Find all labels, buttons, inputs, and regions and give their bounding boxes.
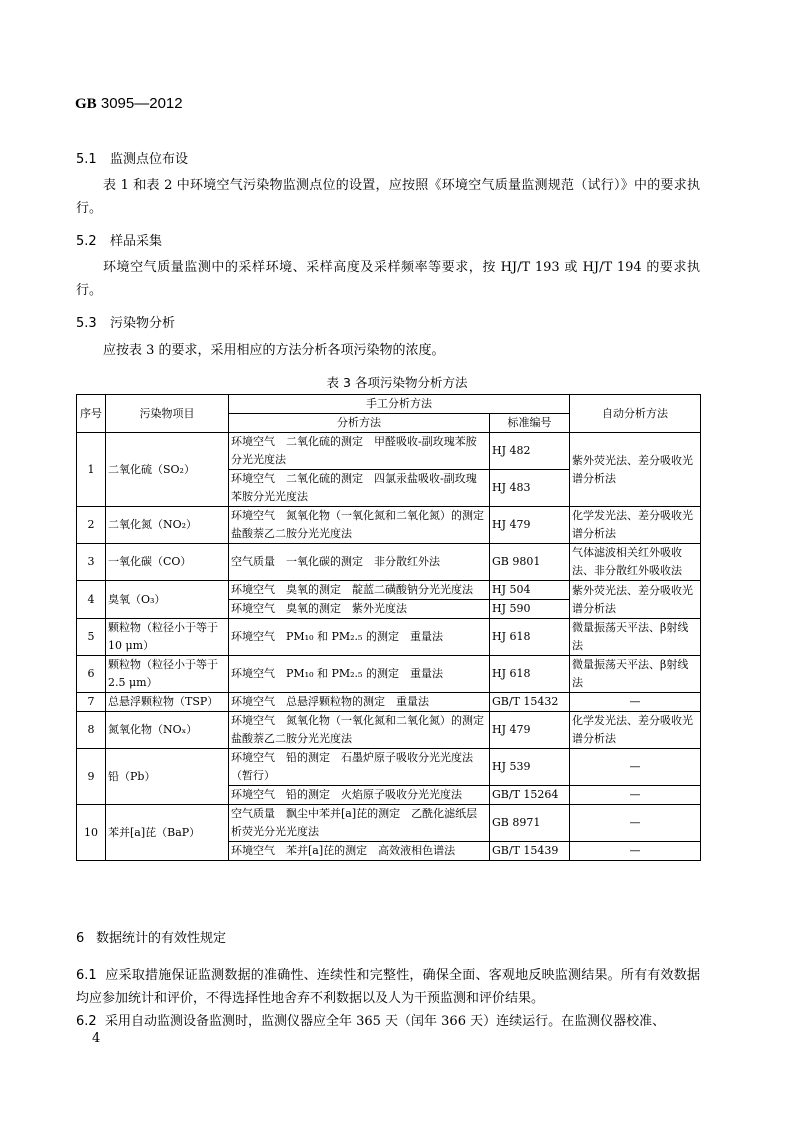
page-number: 4 [92, 1031, 101, 1046]
cell-seq: 7 [77, 693, 106, 712]
cell-seq: 5 [77, 619, 106, 656]
section-title: 监测点位布设 [110, 152, 189, 167]
cell-std: GB/T 15264 [490, 786, 570, 805]
table-row [77, 619, 701, 656]
cell-auto: 紫外荧光法、差分吸收光谱分析法 [570, 581, 701, 619]
table-row [77, 507, 701, 544]
cell-auto: — [570, 805, 701, 842]
cell-std: HJ 482 [490, 433, 570, 470]
cell-seq: 10 [77, 805, 106, 861]
cell-item: 二氧化氮（NO₂） [106, 507, 229, 544]
section-5-1-heading [76, 148, 188, 167]
analysis-methods-table [76, 394, 701, 861]
section-number: 5.3 [76, 316, 97, 331]
cell-method: 环境空气 二氧化硫的测定 甲醛吸收-副玫瑰苯胺分光光度法 [229, 433, 490, 470]
cell-seq: 9 [77, 749, 106, 805]
cell-method: 环境空气 铅的测定 石墨炉原子吸收分光光度法（暂行） [229, 749, 490, 786]
section-5-2-heading [76, 230, 162, 249]
doc-prefix: GB [75, 96, 97, 112]
section-6-1-text [76, 964, 700, 1010]
cell-std: HJ 590 [490, 600, 570, 619]
table-row [77, 544, 701, 581]
header-manual: 手工分析方法 [229, 395, 570, 414]
cell-seq: 2 [77, 507, 106, 544]
cell-method: 环境空气 氮氧化物（一氧化氮和二氧化氮）的测定 盐酸萘乙二胺分光光度法 [229, 507, 490, 544]
header-seq: 序号 [77, 395, 106, 433]
cell-auto: 化学发光法、差分吸收光谱分析法 [570, 507, 701, 544]
table-caption: 表 3 各项污染物分析方法 [326, 375, 468, 390]
cell-auto: — [570, 842, 701, 861]
cell-method: 环境空气 PM₁₀ 和 PM₂.₅ 的测定 重量法 [229, 619, 490, 656]
clause-number: 6.1 [76, 968, 97, 983]
cell-seq: 6 [77, 656, 106, 693]
cell-std: GB/T 15432 [490, 693, 570, 712]
table-row [77, 749, 701, 786]
cell-auto: 微量振荡天平法、β射线法 [570, 619, 701, 656]
section-number: 5.1 [76, 152, 97, 167]
cell-std: GB/T 15439 [490, 842, 570, 861]
cell-method: 环境空气 二氧化硫的测定 四氯汞盐吸收-副玫瑰苯胺分光光度法 [229, 470, 490, 507]
header-item: 污染物项目 [106, 395, 229, 433]
cell-std: HJ 618 [490, 656, 570, 693]
cell-std: HJ 479 [490, 507, 570, 544]
table-row [77, 656, 701, 693]
table-row [77, 433, 701, 470]
cell-item: 臭氧（O₃） [106, 581, 229, 619]
cell-std: GB 8971 [490, 805, 570, 842]
cell-auto: 微量振荡天平法、β射线法 [570, 656, 701, 693]
section-5-3-text: 应按表 3 的要求，采用相应的方法分析各项污染物的浓度。 [103, 343, 445, 358]
clause-text: 采用自动监测设备监测时，监测仪器应全年 365 天（闰年 366 天）连续运行。在监测仪器校准、 [104, 1014, 666, 1029]
cell-method: 空气质量 一氧化碳的测定 非分散红外法 [229, 544, 490, 581]
cell-method: 环境空气 苯并[a]芘的测定 高效液相色谱法 [229, 842, 490, 861]
section-title: 样品采集 [110, 234, 163, 249]
section-title: 污染物分析 [110, 316, 176, 331]
table-row [77, 581, 701, 600]
cell-seq: 8 [77, 712, 106, 749]
cell-std: HJ 483 [490, 470, 570, 507]
cell-method: 环境空气 氮氧化物（一氧化氮和二氧化氮）的测定 盐酸萘乙二胺分光光度法 [229, 712, 490, 749]
cell-method: 空气质量 飘尘中苯并[a]芘的测定 乙酰化滤纸层析荧光分光光度法 [229, 805, 490, 842]
cell-item: 氮氧化物（NOₓ） [106, 712, 229, 749]
cell-item: 二氧化硫（SO₂） [106, 433, 229, 507]
section-number: 6 [76, 931, 85, 946]
table-body [77, 433, 701, 861]
cell-item: 总悬浮颗粒物（TSP） [106, 693, 229, 712]
header-method: 分析方法 [229, 414, 490, 433]
section-5-3-heading [76, 312, 175, 331]
clause-number: 6.2 [76, 1014, 97, 1029]
section-5-2-text: 环境空气质量监测中的采样环境、采样高度及采样频率等要求，按 HJ/T 193 或 HJ/T 194 的要求执行。 [76, 260, 700, 298]
section-number: 5.2 [76, 234, 97, 249]
doc-number: 3095—2012 [96, 95, 183, 112]
table-row [77, 805, 701, 842]
document-id [75, 94, 183, 113]
section-6-2-text [76, 1010, 700, 1033]
cell-std: GB 9801 [490, 544, 570, 581]
cell-method: 环境空气 总悬浮颗粒物的测定 重量法 [229, 693, 490, 712]
cell-std: HJ 618 [490, 619, 570, 656]
cell-seq: 3 [77, 544, 106, 581]
cell-std: HJ 539 [490, 749, 570, 786]
section-6-heading [76, 927, 226, 946]
cell-auto: — [570, 693, 701, 712]
cell-seq: 4 [77, 581, 106, 619]
cell-seq: 1 [77, 433, 106, 507]
cell-method: 环境空气 铅的测定 火焰原子吸收分光光度法 [229, 786, 490, 805]
cell-auto: 化学发光法、差分吸收光谱分析法 [570, 712, 701, 749]
header-auto: 自动分析方法 [570, 395, 701, 433]
cell-auto: — [570, 786, 701, 805]
cell-item: 苯并[a]芘（BaP） [106, 805, 229, 861]
cell-auto: 紫外荧光法、差分吸收光谱分析法 [570, 433, 701, 507]
cell-item: 颗粒物（粒径小于等于 10 μm） [106, 619, 229, 656]
section-title: 数据统计的有效性规定 [96, 931, 227, 946]
cell-auto: 气体滤波相关红外吸收法、非分散红外吸收法 [570, 544, 701, 581]
cell-item: 铅（Pb） [106, 749, 229, 805]
cell-method: 环境空气 臭氧的测定 紫外光度法 [229, 600, 490, 619]
cell-item: 颗粒物（粒径小于等于 2.5 μm） [106, 656, 229, 693]
cell-item: 一氧化碳（CO） [106, 544, 229, 581]
cell-method: 环境空气 臭氧的测定 靛蓝二磺酸钠分光光度法 [229, 581, 490, 600]
cell-method: 环境空气 PM₁₀ 和 PM₂.₅ 的测定 重量法 [229, 656, 490, 693]
cell-auto: — [570, 749, 701, 786]
header-std: 标准编号 [490, 414, 570, 433]
cell-std: HJ 479 [490, 712, 570, 749]
clause-text: 应采取措施保证监测数据的准确性、连续性和完整性，确保全面、客观地反映监测结果。所有有效数据均应参加统计和评价，不得选择性地舍弃不利数据以及人为干预监测和评价结果。 [76, 968, 700, 1006]
table-row [77, 693, 701, 712]
section-5-1-text: 表 1 和表 2 中环境空气污染物监测点位的设置，应按照《环境空气质量监测规范（试行）》中的要求执行。 [76, 178, 700, 216]
cell-std: HJ 504 [490, 581, 570, 600]
table-row [77, 712, 701, 749]
